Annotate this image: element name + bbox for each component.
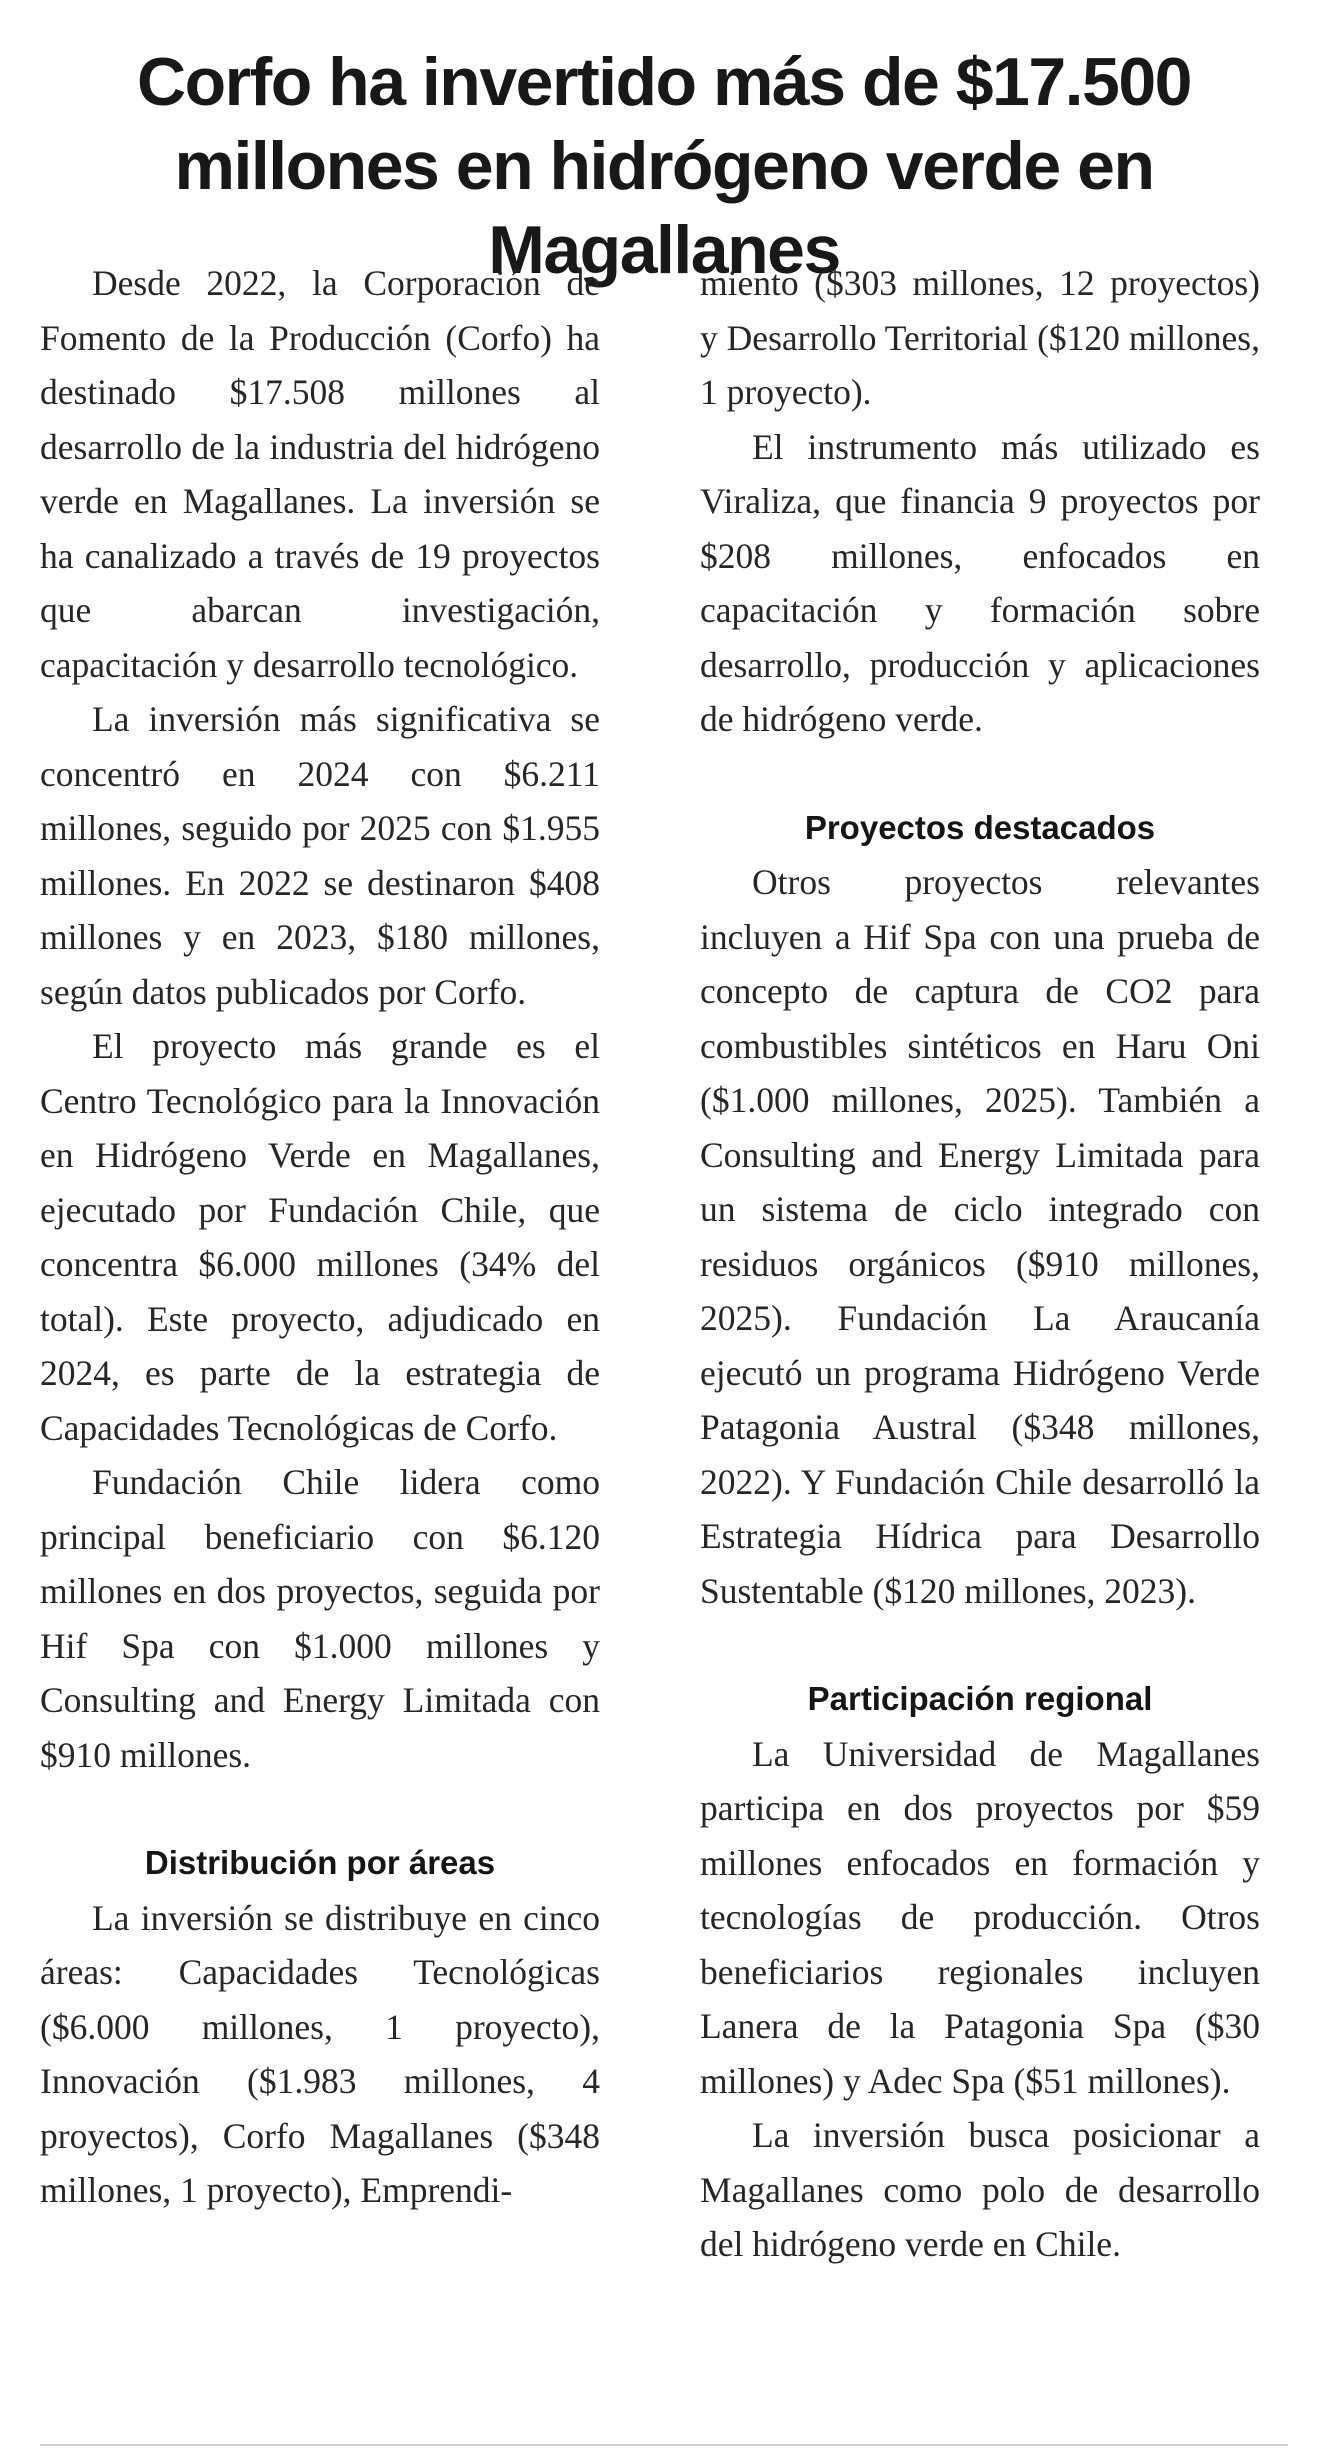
headline-line-2: millones en hidrógeno verde en Magallanes: [174, 128, 1154, 288]
paragraph-largest-project: El proyecto más grande es el Centro Tecnológico para la Innovación en Hidrógeno Verde en Magallanes, ejecutado por Fundación Chile, que concentra $6.000 millones (34% del total). Este proyecto, adjudicado en 2024, es parte de la estrategia de Capacidades Tecnológicas de Corfo.: [40, 1026, 600, 1448]
paragraph-regional-participation: La Universidad de Magallanes participa en dos proyectos por $59 millones enfocados en formación y tecnologías de producción. Otros beneficiarios regionales incluyen Lanera de la Patagonia Spa ($30 millones) y Adec Spa ($51 millones).: [700, 1733, 1260, 2101]
paragraph-intro: Desde 2022, la Corporación de Fomento de la Producción (Corfo) ha destinado $17.508 millones al desarrollo de la industria del hidrógeno verde en Magallanes. La inversión se ha canalizado a través de 19 proyectos que abarcan investigación, capacitación y desarrollo tecnológico.: [40, 263, 600, 685]
paragraph-yearly-investment: La inversión más significativa se concentró en 2024 con $6.211 millones, seguido por 2025 con $1.955 millones. En 2022 se destinaron $408 millones y en 2023, $180 millones, según datos publicados por Corfo.: [40, 699, 600, 1012]
subhead-destacados: Proyectos destacados: [804, 808, 1156, 846]
paragraph-distribution-part-1: La inversión se distribuye en cinco áreas: Capacidades Tecnológicas ($6.000 millones, 1 proyecto), Innovación ($1.983 millones, 4 proyectos), Corfo Magallanes ($348 millones, 1 proyecto), Emprendi-: [40, 1897, 600, 2210]
section-spacer: [700, 1618, 1260, 1672]
headline: [40, 40, 1288, 292]
paragraph-main-beneficiary: Fundación Chile lidera como principal beneficiario con $6.120 millones en dos proyectos, seguida por Hif Spa con $1.000 millones y Consulting and Energy Limitada con $910 millones.: [40, 1462, 600, 1775]
subhead-distribucion: Distribución por áreas: [144, 1844, 496, 1881]
section-spacer: [40, 1782, 600, 1836]
article-column-right: [700, 256, 1260, 2272]
paragraph-viraliza: El instrumento más utilizado es Viraliza, que financia 9 proyectos por $208 millones, enfocados en capacitación y formación sobre desarrollo, producción y aplicaciones de hidrógeno verde.: [700, 426, 1260, 739]
paragraph-conclusion: La inversión busca posicionar a Magallanes como polo de desarrollo del hidrógeno verde en Chile.: [700, 2115, 1260, 2264]
headline-line-1: Corfo ha invertido más de $17.500: [136, 44, 1191, 120]
section-spacer: [700, 747, 1260, 801]
bottom-divider: [40, 2444, 1288, 2446]
paragraph-featured-projects: Otros proyectos relevantes incluyen a Hif Spa con una prueba de concepto de captura de CO2 para combustibles sintéticos en Haru Oni ($1.000 millones, 2025). También a Consulting and Energy Limitada para un sistema de ciclo integrado con residuos orgánicos ($910 millones, 2025). Fundación La Araucanía ejecutó un programa Hidrógeno Verde Patagonia Austral ($348 millones, 2022). Y Fundación Chile desarrolló la Estrategia Hídrica para Desarrollo Sustentable ($120 millones, 2023).: [700, 862, 1260, 1611]
subhead-regional: Participación regional: [807, 1680, 1153, 1717]
article-column-left: [40, 256, 600, 2218]
paragraph-distribution-part-2: miento ($303 millones, 12 proyectos) y Desarrollo Territorial ($120 millones, 1 proyecto).: [700, 263, 1260, 412]
